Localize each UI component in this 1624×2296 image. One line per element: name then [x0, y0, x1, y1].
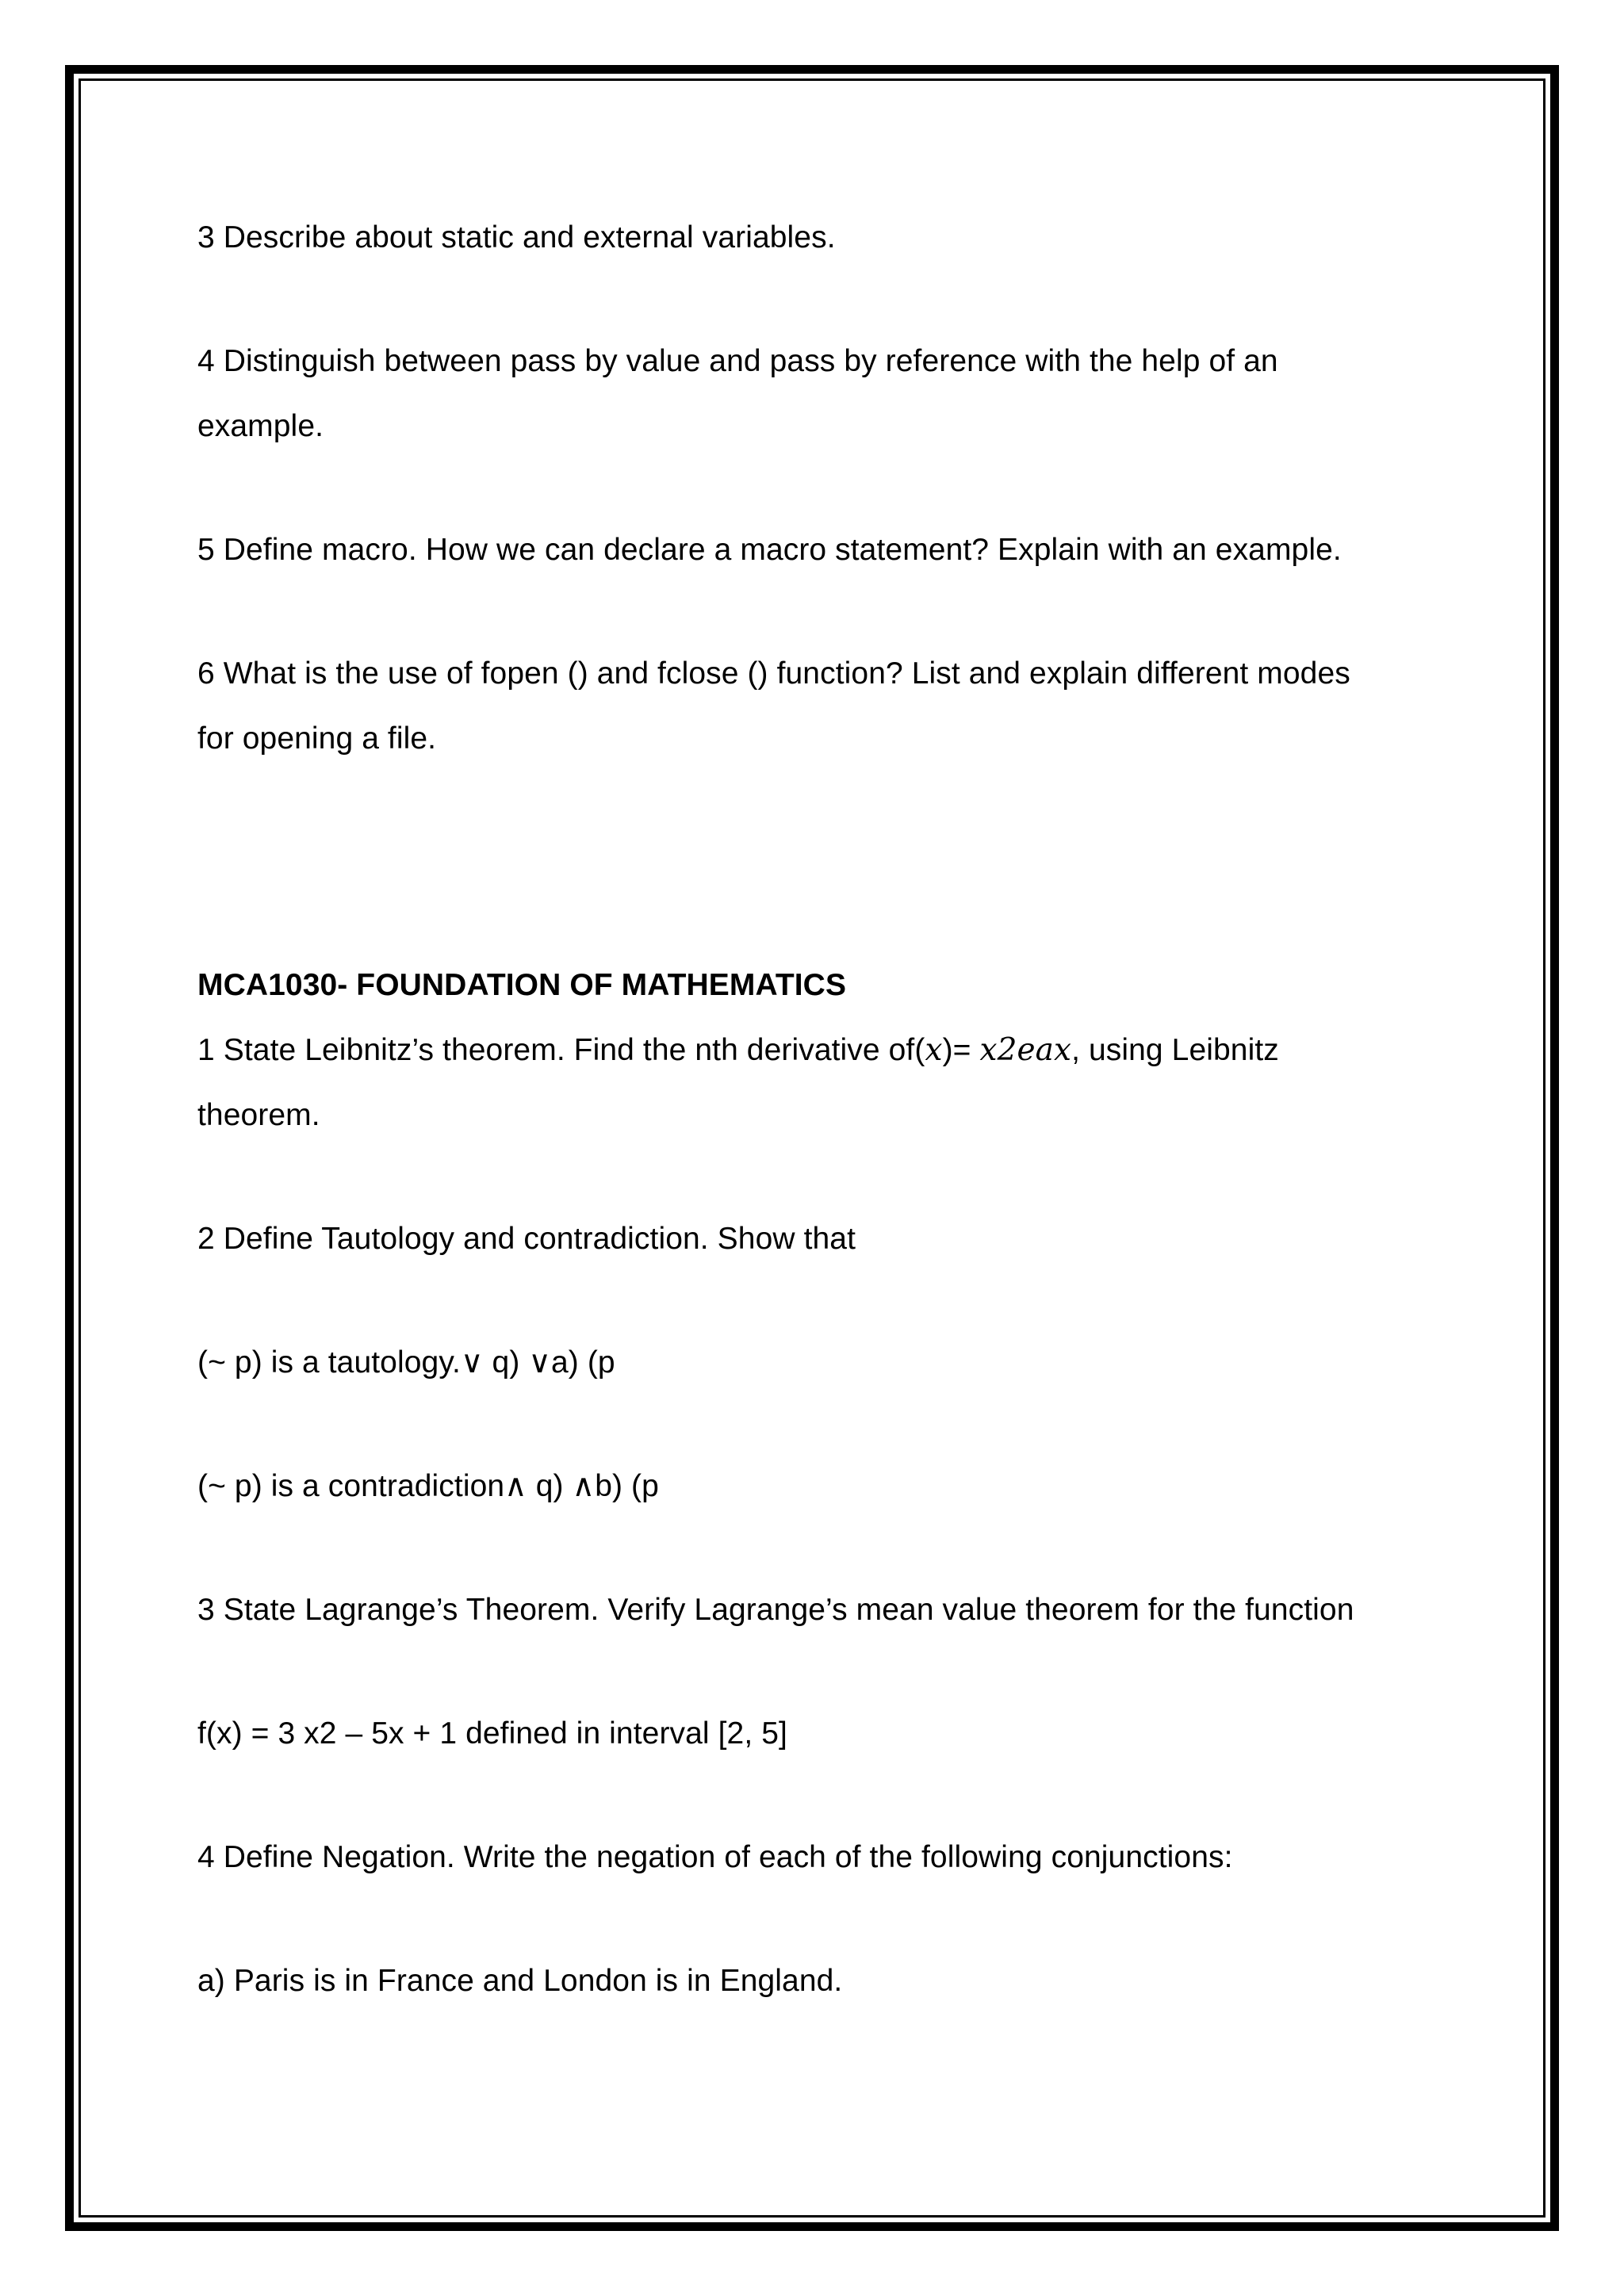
math-question-2b-contradiction: (~ p) is a contradiction∧ q) ∧b) (p [197, 1469, 659, 1503]
math-q1-mid: )= [942, 1033, 980, 1067]
math-q1-pre: 1 State Leibnitz’s theorem. Find the nth derivative of( [197, 1033, 925, 1067]
math-question-2a-tautology: (~ p) is a tautology.∨ q) ∨a) (p [197, 1345, 615, 1380]
question-4-pass-by-line1: 4 Distinguish between pass by value and pass by reference with the help of an [197, 344, 1278, 378]
math-question-1-leibnitz-line1 [197, 1031, 1279, 1070]
math-q1-expression: x2eax [979, 1032, 1072, 1068]
section-heading-foundation-mathematics: MCA1030- FOUNDATION OF MATHEMATICS [197, 968, 847, 1002]
math-question-3-function: f(x) = 3 x2 – 5x + 1 defined in interval [2, 5] [197, 1716, 787, 1751]
question-6-fopen-line2: for opening a file. [197, 721, 437, 756]
question-5-macro: 5 Define macro. How we can declare a macro statement? Explain with an example. [197, 533, 1342, 567]
math-question-4a-paris: a) Paris is in France and London is in England. [197, 1964, 843, 1998]
question-3-static-external: 3 Describe about static and external variables. [197, 220, 836, 254]
math-q1-variable: x [925, 1032, 943, 1068]
math-question-4-negation: 4 Define Negation. Write the negation of each of the following conjunctions: [197, 1840, 1233, 1874]
page-border-inner [79, 78, 1545, 2218]
question-6-fopen-line1: 6 What is the use of fopen () and fclose () function? List and explain different modes [197, 656, 1350, 691]
math-question-2-tautology: 2 Define Tautology and contradiction. Show that [197, 1222, 856, 1256]
math-q1-post: , using Leibnitz [1071, 1033, 1279, 1067]
question-4-pass-by-line2: example. [197, 409, 324, 443]
math-question-1-leibnitz-line2: theorem. [197, 1098, 320, 1132]
math-question-3-lagrange: 3 State Lagrange’s Theorem. Verify Lagrange’s mean value theorem for the function [197, 1593, 1354, 1627]
